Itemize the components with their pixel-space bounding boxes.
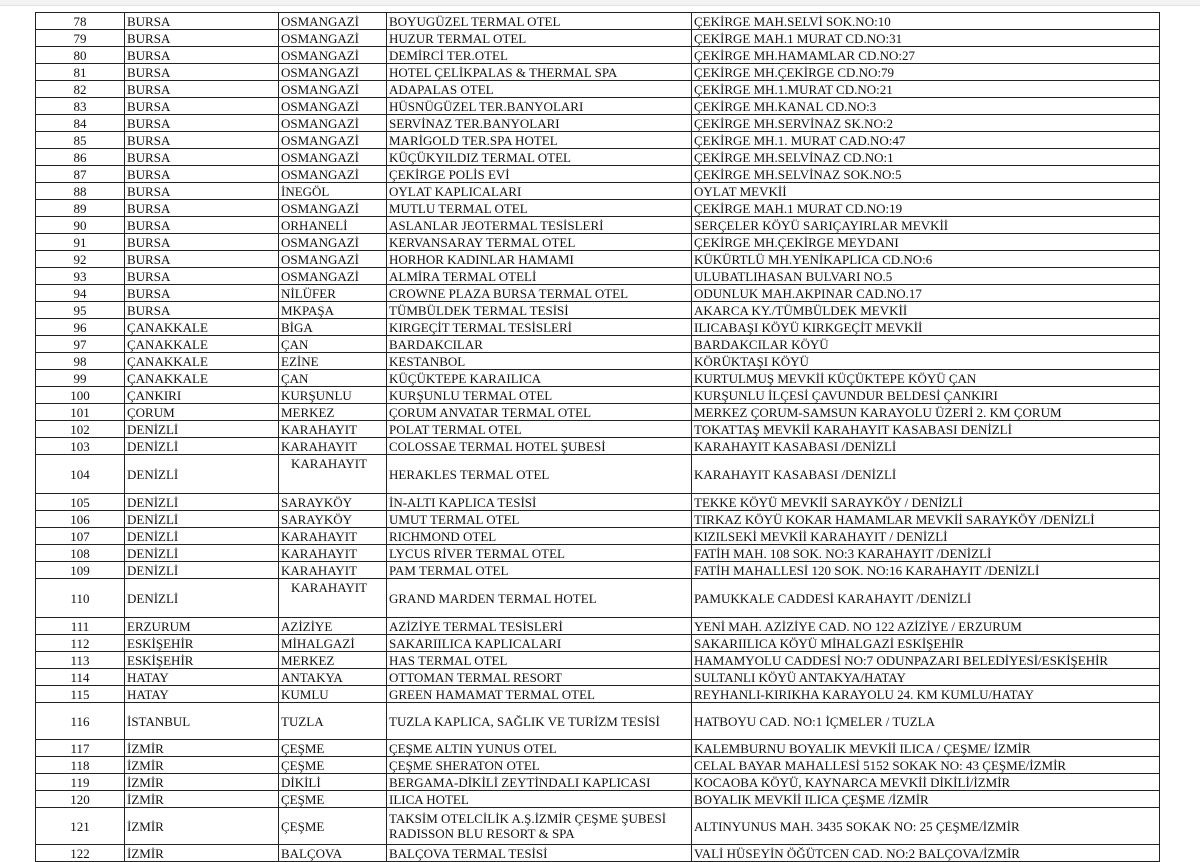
province-cell: HATAY [125, 669, 279, 686]
row-number: 114 [36, 669, 125, 686]
facility-name-cell: HUZUR TERMAL OTEL [387, 30, 692, 47]
district-cell: ÇEŞME [279, 740, 387, 757]
facility-name-cell: ÇEKİRGE POLİS EVİ [387, 166, 692, 183]
facility-name-cell: GRAND MARDEN TERMAL HOTEL [387, 579, 692, 618]
row-number: 99 [36, 370, 125, 387]
province-cell: BURSA [125, 183, 279, 200]
province-cell: BURSA [125, 234, 279, 251]
table-row [36, 47, 1160, 64]
row-number: 96 [36, 319, 125, 336]
table-row [36, 166, 1160, 183]
address-cell: ÇEKİRGE MAH.1 MURAT CD.NO:31 [692, 30, 1160, 47]
province-cell: ÇANAKKALE [125, 319, 279, 336]
district-cell: BİGA [279, 319, 387, 336]
province-cell: BURSA [125, 64, 279, 81]
facility-name-cell: TUZLA KAPLICA, SAĞLIK VE TURİZM TESİSİ [387, 703, 692, 740]
province-cell: İSTANBUL [125, 703, 279, 740]
district-cell: ÇEŞME [279, 808, 387, 845]
address-cell: SERÇELER KÖYÜ SARIÇAYIRLAR MEVKİİ [692, 217, 1160, 234]
facility-name-cell: KIRGEÇİT TERMAL TESİSLERİ [387, 319, 692, 336]
row-number: 112 [36, 635, 125, 652]
district-cell: ÇEŞME [279, 757, 387, 774]
row-number: 87 [36, 166, 125, 183]
address-cell: PAMUKKALE CADDESİ KARAHAYIT /DENİZLİ [692, 579, 1160, 618]
district-cell: KARAHAYIT [279, 421, 387, 438]
row-number: 81 [36, 64, 125, 81]
address-cell: TOKATTAŞ MEVKİİ KARAHAYIT KASABASI DENİZLİ [692, 421, 1160, 438]
row-number: 78 [36, 13, 125, 30]
province-cell: İZMİR [125, 791, 279, 808]
address-cell: ÇEKİRGE MH.SERVİNAZ SK.NO:2 [692, 115, 1160, 132]
row-number: 91 [36, 234, 125, 251]
address-cell: VALİ HÜSEYİN ÖĞÜTCEN CAD. NO:2 BALÇOVA/İZMİR [692, 845, 1160, 862]
address-cell: ÇEKİRGE MH.HAMAMLAR CD.NO:27 [692, 47, 1160, 64]
address-cell: HATBOYU CAD. NO:1 İÇMELER / TUZLA [692, 703, 1160, 740]
address-cell: ÇEKİRGE MH.1. MURAT CAD.NO:47 [692, 132, 1160, 149]
province-cell: İZMİR [125, 808, 279, 845]
address-cell: ÇEKİRGE MAH.SELVİ SOK.NO:10 [692, 13, 1160, 30]
address-cell: KARAHAYIT KASABASI /DENİZLİ [692, 455, 1160, 494]
row-number: 98 [36, 353, 125, 370]
table-row [36, 774, 1160, 791]
table-row [36, 370, 1160, 387]
table-row [36, 81, 1160, 98]
province-cell: ESKİŞEHİR [125, 652, 279, 669]
facility-name-cell: ILICA HOTEL [387, 791, 692, 808]
facility-name-cell: OYLAT KAPLICALARI [387, 183, 692, 200]
row-number: 107 [36, 528, 125, 545]
facility-name-cell: UMUT TERMAL OTEL [387, 511, 692, 528]
row-number: 110 [36, 579, 125, 618]
table-row [36, 132, 1160, 149]
district-cell: OSMANGAZİ [279, 166, 387, 183]
address-cell: ÇEKİRGE MH.ÇEKİRGE CD.NO:79 [692, 64, 1160, 81]
row-number: 97 [36, 336, 125, 353]
province-cell: BURSA [125, 302, 279, 319]
table-row [36, 302, 1160, 319]
table-body [36, 13, 1160, 862]
province-cell: İZMİR [125, 757, 279, 774]
district-cell: ÇAN [279, 370, 387, 387]
table-row [36, 528, 1160, 545]
table-row [36, 757, 1160, 774]
district-cell: ÇAN [279, 336, 387, 353]
address-cell: ÇEKİRGE MH.ÇEKİRGE MEYDANI [692, 234, 1160, 251]
table-row [36, 845, 1160, 862]
address-cell: KURTULMUŞ MEVKİİ KÜÇÜKTEPE KÖYÜ ÇAN [692, 370, 1160, 387]
facility-name-cell: HERAKLES TERMAL OTEL [387, 455, 692, 494]
province-cell: DENİZLİ [125, 562, 279, 579]
province-cell: DENİZLİ [125, 545, 279, 562]
row-number: 101 [36, 404, 125, 421]
address-cell: CELAL BAYAR MAHALLESİ 5152 SOKAK NO: 43 ÇEŞME/İZMİR [692, 757, 1160, 774]
province-cell: BURSA [125, 149, 279, 166]
address-cell: KARAHAYIT KASABASI /DENİZLİ [692, 438, 1160, 455]
province-cell: DENİZLİ [125, 528, 279, 545]
district-cell: OSMANGAZİ [279, 47, 387, 64]
row-number: 93 [36, 268, 125, 285]
address-cell: ILICABAŞI KÖYÜ KIRKGEÇİT MEVKİİ [692, 319, 1160, 336]
address-cell: YENİ MAH. AZİZİYE CAD. NO 122 AZİZİYE / ERZURUM [692, 618, 1160, 635]
row-number: 118 [36, 757, 125, 774]
province-cell: BURSA [125, 132, 279, 149]
row-number: 86 [36, 149, 125, 166]
district-cell: KURŞUNLU [279, 387, 387, 404]
table-row [36, 234, 1160, 251]
district-cell: OSMANGAZİ [279, 81, 387, 98]
address-cell: ALTINYUNUS MAH. 3435 SOKAK NO: 25 ÇEŞME/İZMİR [692, 808, 1160, 845]
address-cell: ODUNLUK MAH.AKPINAR CAD.NO.17 [692, 285, 1160, 302]
facility-name-cell: CROWNE PLAZA BURSA TERMAL OTEL [387, 285, 692, 302]
address-cell: ULUBATLIHASAN BULVARI NO.5 [692, 268, 1160, 285]
district-cell: MİHALGAZİ [279, 635, 387, 652]
facility-name-cell: KURŞUNLU TERMAL OTEL [387, 387, 692, 404]
facility-name-cell: POLAT TERMAL OTEL [387, 421, 692, 438]
top-edge [0, 0, 1200, 6]
address-cell: KOCAOBA KÖYÜ, KAYNARCA MEVKİİ DİKİLİ/İZMİR [692, 774, 1160, 791]
district-cell: OSMANGAZİ [279, 13, 387, 30]
row-number: 119 [36, 774, 125, 791]
table-row [36, 200, 1160, 217]
facility-name-cell: LYCUS RİVER TERMAL OTEL [387, 545, 692, 562]
row-number: 108 [36, 545, 125, 562]
row-number: 80 [36, 47, 125, 64]
province-cell: BURSA [125, 200, 279, 217]
facility-name-cell: SAKARIILICA KAPLICALARI [387, 635, 692, 652]
table-row [36, 64, 1160, 81]
row-number: 83 [36, 98, 125, 115]
row-number: 115 [36, 686, 125, 703]
district-cell: İNEGÖL [279, 183, 387, 200]
address-cell: AKARCA KY./TÜMBÜLDEK MEVKİİ [692, 302, 1160, 319]
row-number: 106 [36, 511, 125, 528]
province-cell: BURSA [125, 81, 279, 98]
row-number: 102 [36, 421, 125, 438]
district-cell: OSMANGAZİ [279, 251, 387, 268]
table-row [36, 686, 1160, 703]
address-cell: MERKEZ ÇORUM-SAMSUN KARAYOLU ÜZERİ 2. KM ÇORUM [692, 404, 1160, 421]
facility-name-cell: HORHOR KADINLAR HAMAMI [387, 251, 692, 268]
row-number: 120 [36, 791, 125, 808]
province-cell: ÇANKIRI [125, 387, 279, 404]
table-row [36, 455, 1160, 494]
table-row [36, 652, 1160, 669]
address-cell: BARDAKCILAR KÖYÜ [692, 336, 1160, 353]
table-row [36, 669, 1160, 686]
district-cell: MKPAŞA [279, 302, 387, 319]
facility-name-cell: BOYUGÜZEL TERMAL OTEL [387, 13, 692, 30]
province-cell: BURSA [125, 13, 279, 30]
facility-name-cell: TÜMBÜLDEK TERMAL TESİSİ [387, 302, 692, 319]
address-cell: HAMAMYOLU CADDESİ NO:7 ODUNPAZARI BELEDİYESİ/ESKİŞEHİR [692, 652, 1160, 669]
district-cell: KARAHAYIT [279, 528, 387, 545]
table-row [36, 336, 1160, 353]
district-cell: SARAYKÖY [279, 494, 387, 511]
table-row [36, 217, 1160, 234]
table-row [36, 791, 1160, 808]
facility-name-cell: SERVİNAZ TER.BANYOLARI [387, 115, 692, 132]
row-number: 111 [36, 618, 125, 635]
facility-name-cell: İN-ALTI KAPLICA TESİSİ [387, 494, 692, 511]
province-cell: BURSA [125, 98, 279, 115]
table-row [36, 494, 1160, 511]
address-cell: OYLAT MEVKİİ [692, 183, 1160, 200]
address-cell: KURŞUNLU İLÇESİ ÇAVUNDUR BELDESİ ÇANKIRI [692, 387, 1160, 404]
province-cell: ÇANAKKALE [125, 370, 279, 387]
address-cell: SULTANLI KÖYÜ ANTAKYA/HATAY [692, 669, 1160, 686]
facility-name-cell: KESTANBOL [387, 353, 692, 370]
table-row [36, 579, 1160, 618]
row-number: 105 [36, 494, 125, 511]
row-number: 79 [36, 30, 125, 47]
address-cell: ÇEKİRGE MH.KANAL CD.NO:3 [692, 98, 1160, 115]
table-row [36, 740, 1160, 757]
table-row [36, 562, 1160, 579]
table-row [36, 421, 1160, 438]
address-cell: ÇEKİRGE MH.1.MURAT CD.NO:21 [692, 81, 1160, 98]
table-row [36, 251, 1160, 268]
province-cell: BURSA [125, 251, 279, 268]
district-cell: KARAHAYIT [279, 438, 387, 455]
district-cell: SARAYKÖY [279, 511, 387, 528]
province-cell: BURSA [125, 30, 279, 47]
row-number: 104 [36, 455, 125, 494]
province-cell: BURSA [125, 47, 279, 64]
table-row [36, 635, 1160, 652]
province-cell: DENİZLİ [125, 455, 279, 494]
row-number: 94 [36, 285, 125, 302]
facility-name-cell: AZİZİYE TERMAL TESİSLERİ [387, 618, 692, 635]
table-row [36, 183, 1160, 200]
facility-name-cell: MARİGOLD TER.SPA HOTEL [387, 132, 692, 149]
district-cell: OSMANGAZİ [279, 30, 387, 47]
province-cell: ERZURUM [125, 618, 279, 635]
table-row [36, 545, 1160, 562]
table-row [36, 353, 1160, 370]
table-row [36, 438, 1160, 455]
district-cell: EZİNE [279, 353, 387, 370]
table-row [36, 98, 1160, 115]
district-cell: KUMLU [279, 686, 387, 703]
province-cell: BURSA [125, 166, 279, 183]
facility-name-cell: ASLANLAR JEOTERMAL TESİSLERİ [387, 217, 692, 234]
district-cell: KARAHAYIT [279, 455, 387, 494]
facility-name-cell: TAKSİM OTELCİLİK A.Ş.İZMİR ÇEŞME ŞUBESİ RADISSON BLU RESORT & SPA [387, 808, 692, 845]
district-cell: ÇEŞME [279, 791, 387, 808]
facility-name-cell: BERGAMA-DİKİLİ ZEYTİNDALI KAPLICASI [387, 774, 692, 791]
row-number: 95 [36, 302, 125, 319]
address-cell: FATİH MAH. 108 SOK. NO:3 KARAHAYIT /DENİZLİ [692, 545, 1160, 562]
row-number: 122 [36, 845, 125, 862]
row-number: 89 [36, 200, 125, 217]
row-number: 117 [36, 740, 125, 757]
district-cell: OSMANGAZİ [279, 132, 387, 149]
district-cell: ANTAKYA [279, 669, 387, 686]
row-number: 121 [36, 808, 125, 845]
district-cell: OSMANGAZİ [279, 234, 387, 251]
district-cell: KARAHAYIT [279, 579, 387, 618]
province-cell: ÇANAKKALE [125, 353, 279, 370]
table-row [36, 13, 1160, 30]
row-number: 103 [36, 438, 125, 455]
table-row [36, 618, 1160, 635]
province-cell: BURSA [125, 217, 279, 234]
address-cell: ÇEKİRGE MH.SELVİNAZ SOK.NO:5 [692, 166, 1160, 183]
province-cell: ÇORUM [125, 404, 279, 421]
district-cell: OSMANGAZİ [279, 268, 387, 285]
district-cell: MERKEZ [279, 652, 387, 669]
district-cell: AZİZİYE [279, 618, 387, 635]
province-cell: DENİZLİ [125, 511, 279, 528]
address-cell: KÖRÜKTAŞI KÖYÜ [692, 353, 1160, 370]
province-cell: ÇANAKKALE [125, 336, 279, 353]
district-cell: NİLÜFER [279, 285, 387, 302]
table-row [36, 149, 1160, 166]
row-number: 109 [36, 562, 125, 579]
facility-name-cell: PAM TERMAL OTEL [387, 562, 692, 579]
row-number: 116 [36, 703, 125, 740]
facility-name-cell: HOTEL ÇELİKPALAS & THERMAL SPA [387, 64, 692, 81]
facility-name-cell: ÇORUM ANVATAR TERMAL OTEL [387, 404, 692, 421]
district-cell: MERKEZ [279, 404, 387, 421]
address-cell: TEKKE KÖYÜ MEVKİİ SARAYKÖY / DENİZLİ [692, 494, 1160, 511]
province-cell: İZMİR [125, 774, 279, 791]
district-cell: KARAHAYIT [279, 562, 387, 579]
address-cell: ÇEKİRGE MH.SELVİNAZ CD.NO:1 [692, 149, 1160, 166]
address-cell: KIZILSEKİ MEVKİİ KARAHAYIT / DENİZLİ [692, 528, 1160, 545]
table-row [36, 703, 1160, 740]
district-cell: OSMANGAZİ [279, 64, 387, 81]
district-cell: OSMANGAZİ [279, 98, 387, 115]
province-cell: BURSA [125, 115, 279, 132]
district-cell: TUZLA [279, 703, 387, 740]
table-row [36, 404, 1160, 421]
facility-name-cell: BARDAKCILAR [387, 336, 692, 353]
facility-name-cell: KERVANSARAY TERMAL OTEL [387, 234, 692, 251]
row-number: 84 [36, 115, 125, 132]
table-row [36, 285, 1160, 302]
facility-name-cell: GREEN HAMAMAT TERMAL OTEL [387, 686, 692, 703]
row-number: 92 [36, 251, 125, 268]
facility-name-cell: MUTLU TERMAL OTEL [387, 200, 692, 217]
address-cell: KALEMBURNU BOYALIK MEVKİİ ILICA / ÇEŞME/ İZMİR [692, 740, 1160, 757]
facility-name-cell: HAS TERMAL OTEL [387, 652, 692, 669]
table-row [36, 30, 1160, 47]
province-cell: HATAY [125, 686, 279, 703]
province-cell: İZMİR [125, 845, 279, 862]
row-number: 113 [36, 652, 125, 669]
facility-name-cell: KÜÇÜKTEPE KARAILICA [387, 370, 692, 387]
district-cell: OSMANGAZİ [279, 115, 387, 132]
facility-name-cell: ALMİRA TERMAL OTELİ [387, 268, 692, 285]
facility-name-cell: ÇEŞME ALTIN YUNUS OTEL [387, 740, 692, 757]
address-cell: ÇEKİRGE MAH.1 MURAT CD.NO:19 [692, 200, 1160, 217]
province-cell: BURSA [125, 285, 279, 302]
table-row [36, 511, 1160, 528]
province-cell: BURSA [125, 268, 279, 285]
address-cell: TIRKAZ KÖYÜ KOKAR HAMAMLAR MEVKİİ SARAYKÖY /DENİZLİ [692, 511, 1160, 528]
facility-name-cell: KÜÇÜKYILDIZ TERMAL OTEL [387, 149, 692, 166]
row-number: 85 [36, 132, 125, 149]
table-row [36, 319, 1160, 336]
province-cell: DENİZLİ [125, 579, 279, 618]
table-row [36, 268, 1160, 285]
address-cell: FATİH MAHALLESİ 120 SOK. NO:16 KARAHAYIT /DENİZLİ [692, 562, 1160, 579]
row-number: 82 [36, 81, 125, 98]
facility-name-cell: RICHMOND OTEL [387, 528, 692, 545]
district-cell: KARAHAYIT [279, 545, 387, 562]
address-cell: REYHANLI-KIRIKHA KARAYOLU 24. KM KUMLU/HATAY [692, 686, 1160, 703]
facility-name-cell: ÇEŞME SHERATON OTEL [387, 757, 692, 774]
district-cell: ORHANELİ [279, 217, 387, 234]
facility-name-cell: HÜSNÜGÜZEL TER.BANYOLARI [387, 98, 692, 115]
row-number: 100 [36, 387, 125, 404]
thermal-facilities-table [35, 12, 1160, 862]
row-number: 88 [36, 183, 125, 200]
address-cell: SAKARIILICA KÖYÜ MİHALGAZİ ESKİŞEHİR [692, 635, 1160, 652]
table-row [36, 115, 1160, 132]
facility-name-cell: COLOSSAE TERMAL HOTEL ŞUBESİ [387, 438, 692, 455]
province-cell: ESKİŞEHİR [125, 635, 279, 652]
table-row [36, 808, 1160, 845]
row-number: 90 [36, 217, 125, 234]
facility-name-cell: OTTOMAN TERMAL RESORT [387, 669, 692, 686]
facility-name-cell: DEMİRCİ TER.OTEL [387, 47, 692, 64]
province-cell: İZMİR [125, 740, 279, 757]
table-row [36, 387, 1160, 404]
facility-name-cell: BALÇOVA TERMAL TESİSİ [387, 845, 692, 862]
district-cell: OSMANGAZİ [279, 149, 387, 166]
district-cell: OSMANGAZİ [279, 200, 387, 217]
district-cell: DİKİLİ [279, 774, 387, 791]
province-cell: DENİZLİ [125, 438, 279, 455]
address-cell: KÜKÜRTLÜ MH.YENİKAPLICA CD.NO:6 [692, 251, 1160, 268]
facility-name-cell: ADAPALAS OTEL [387, 81, 692, 98]
province-cell: DENİZLİ [125, 494, 279, 511]
district-cell: BALÇOVA [279, 845, 387, 862]
address-cell: BOYALIK MEVKİİ ILICA ÇEŞME /İZMİR [692, 791, 1160, 808]
province-cell: DENİZLİ [125, 421, 279, 438]
